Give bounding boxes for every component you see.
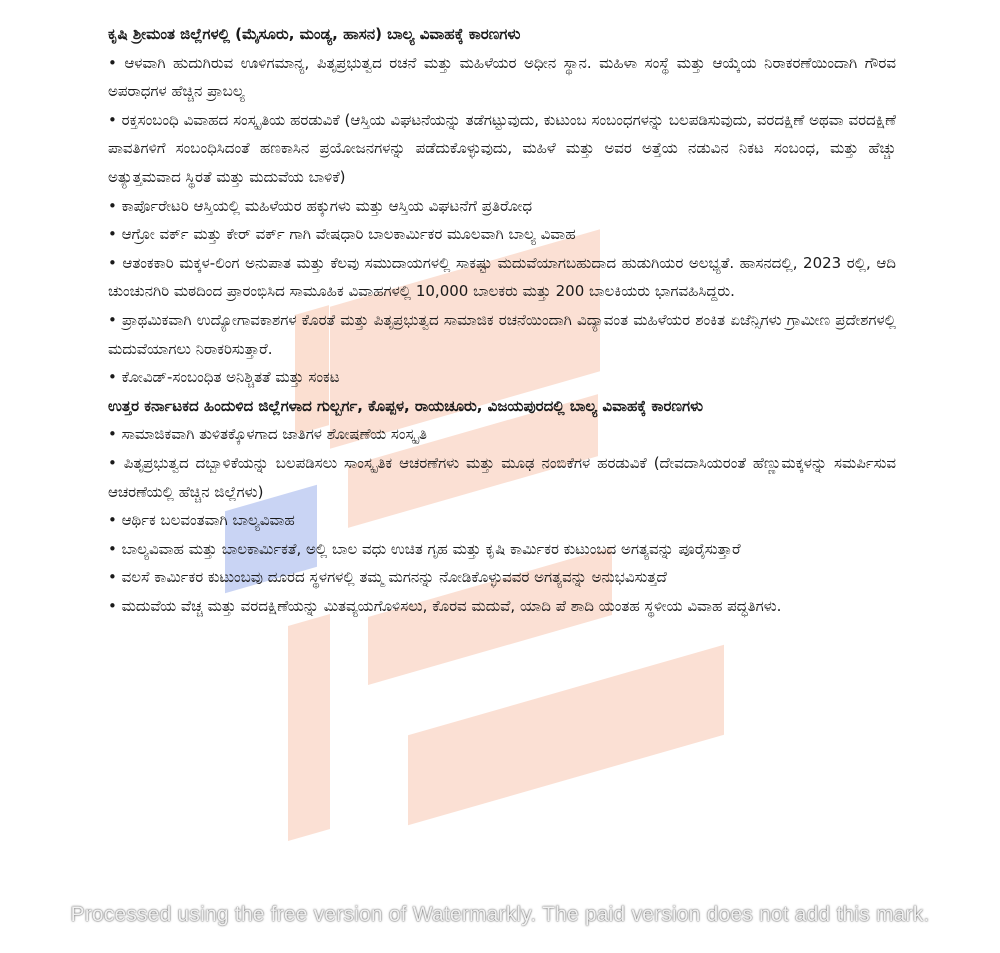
- list-item: • ಆಗ್ರೋ ವರ್ಕ್ ಮತ್ತು ಕೇರ್ ವರ್ಕ್ ಗಾಗಿ ವೇಷಧಾರಿ ಬಾಲಕಾರ್ಮಿಕರ ಮೂಲವಾಗಿ ಬಾಲ್ಯ ವಿವಾಹ: [108, 225, 576, 244]
- list-item: • ಬಾಲ್ಯವಿವಾಹ ಮತ್ತು ಬಾಲಕಾರ್ಮಿಕತೆ, ಅಲ್ಲಿ ಬಾಲ ವಧು ಉಚಿತ ಗೃಹ ಮತ್ತು ಕೃಷಿ ಕಾರ್ಮಿಕರ ಕುಟುಂಬದ ಅಗತ್ಯವನ್ನು ಪೂರೈಸುತ್ತಾರೆ: [108, 539, 741, 558]
- watermark-text: Processed using the free version of Watermarkly. The paid version does not add this mark.: [70, 903, 930, 926]
- list-item: • ಪಿತೃಪ್ರಭುತ್ವದ ದಬ್ಬಾಳಿಕೆಯನ್ನು ಬಲಪಡಿಸಲು ಸಾಂಸ್ಕೃತಿಕ ಆಚರಣೆಗಳು ಮತ್ತು ಮೂಢ ನಂಬಿಕೆಗಳ ಹರಡುವಿಕೆ (ದೇವದಾಸಿಯರಂತೆ ಹೆಣ್ಣುಮಕ್ಕಳನ್ನು ಸಮರ್ಪಿಸುವ ಆಚರಣೆಯಲ್ಲಿ ಹೆಚ್ಚಿನ ಜಿಲ್ಲೆಗಳು): [108, 453, 896, 501]
- list-item: • ಆರ್ಥಿಕ ಬಲವಂತವಾಗಿ ಬಾಲ್ಯವಿವಾಹ: [108, 511, 295, 530]
- list-item: • ಪ್ರಾಥಮಿಕವಾಗಿ ಉದ್ಯೋಗಾವಕಾಶಗಳ ಕೊರತೆ ಮತ್ತು ಪಿತೃಪ್ರಭುತ್ವದ ಸಾಮಾಜಿಕ ರಚನೆಯಿಂದಾಗಿ ವಿದ್ಯಾವಂತ ಮಹಿಳೆಯರ ಶಂಕಿತ ಏಜೆನ್ಸಿಗಳು ಗ್ರಾಮೀಣ ಪ್ರದೇಶಗಳಲ್ಲಿ ಮದುವೆಯಾಗಲು ನಿರಾಕರಿಸುತ್ತಾರೆ.: [108, 310, 896, 358]
- watermark-block: [288, 614, 330, 841]
- list-item: • ಸಾಮಾಜಿಕವಾಗಿ ತುಳಿತಕ್ಕೊಳಗಾದ ಜಾತಿಗಳ ಶೋಷಣೆಯ ಸಂಸ್ಕೃತಿ: [108, 425, 427, 444]
- watermark-block: [408, 645, 724, 826]
- list-item: • ಮದುವೆಯ ವೆಚ್ಚ ಮತ್ತು ವರದಕ್ಷಿಣೆಯನ್ನು ಮಿತವ್ಯಯಗೊಳಿಸಲು, ಕೊರವ ಮದುವೆ, ಯಾದಿ ಪೆ ಶಾದಿ ಯಂತಹ ಸ್ಥಳೀಯ ವಿವಾಹ ಪದ್ಧತಿಗಳು.: [108, 596, 782, 615]
- section-heading-agri-districts: ಕೃಷಿ ಶ್ರೀಮಂತ ಜಿಲ್ಲೆಗಳಲ್ಲಿ (ಮೈಸೂರು, ಮಂಡ್ಯ, ಹಾಸನ) ಬಾಲ್ಯ ವಿವಾಹಕ್ಕೆ ಕಾರಣಗಳು: [108, 25, 521, 43]
- list-item: • ವಲಸೆ ಕಾರ್ಮಿಕರ ಕುಟುಂಬವು ದೂರದ ಸ್ಥಳಗಳಲ್ಲಿ ತಮ್ಮ ಮಗನನ್ನು ನೋಡಿಕೊಳ್ಳುವವರ ಅಗತ್ಯವನ್ನು ಅನುಭವಿಸುತ್ತದೆ: [108, 568, 667, 587]
- list-item: • ರಕ್ತಸಂಬಂಧಿ ವಿವಾಹದ ಸಂಸ್ಕೃತಿಯ ಹರಡುವಿಕೆ (ಆಸ್ತಿಯ ವಿಘಟನೆಯನ್ನು ತಡೆಗಟ್ಟುವುದು, ಕುಟುಂಬ ಸಂಬಂಧಗಳನ್ನು ಬಲಪಡಿಸುವುದು, ವರದಕ್ಷಿಣೆ ಅಥವಾ ವರದಕ್ಷಿಣೆ ಪಾವತಿಗಳಿಗೆ ಸಂಬಂಧಿಸಿದಂತೆ ಹಣಕಾಸಿನ ಪ್ರಯೋಜನಗಳನ್ನು ಪಡೆದುಕೊಳ್ಳುವುದು, ಮಹಿಳೆ ಮತ್ತು ಅವರ ಅತ್ತೆಯ ನಡುವಿನ ನಿಕಟ ಸಂಬಂಧ, ಮತ್ತು ಹೆಚ್ಚು ಅತ್ಯುತ್ತಮವಾದ ಸ್ಥಿರತೆ ಮತ್ತು ಮದುವೆಯ ಬಾಳಿಕೆ): [108, 110, 896, 186]
- list-item: • ಕೋವಿಡ್-ಸಂಬಂಧಿತ ಅನಿಶ್ಚಿತತೆ ಮತ್ತು ಸಂಕಟ: [108, 368, 340, 387]
- list-item: • ಕಾರ್ಪೊರೇಟರಿ ಆಸ್ತಿಯಲ್ಲಿ ಮಹಿಳೆಯರ ಹಕ್ಕುಗಳು ಮತ್ತು ಆಸ್ತಿಯ ವಿಘಟನೆಗೆ ಪ್ರತಿರೋಧ: [108, 196, 533, 215]
- section-heading-north-karnataka: ಉತ್ತರ ಕರ್ನಾಟಕದ ಹಿಂದುಳಿದ ಜಿಲ್ಲೆಗಳಾದ ಗುಲ್ಬರ್ಗ, ಕೊಪ್ಪಳ, ರಾಯಚೂರು, ವಿಜಯಪುರದಲ್ಲಿ ಬಾಲ್ಯ ವಿವಾಹಕ್ಕೆ ಕಾರಣಗಳು: [108, 396, 704, 415]
- list-item: • ಆಳವಾಗಿ ಹುದುಗಿರುವ ಊಳಿಗಮಾನ್ಯ, ಪಿತೃಪ್ರಭುತ್ವದ ರಚನೆ ಮತ್ತು ಮಹಿಳೆಯರ ಅಧೀನ ಸ್ಥಾನ. ಮಹಿಳಾ ಸಂಸ್ಥೆ ಮತ್ತು ಆಯ್ಕೆಯ ನಿರಾಕರಣೆಯಿಂದಾಗಿ ಗೌರವ ಅಪರಾಧಗಳ ಹೆಚ್ಚಿನ ಪ್ರಾಬಲ್ಯ: [108, 53, 896, 101]
- document-page: [108, 20, 896, 620]
- list-item: • ಆತಂಕಕಾರಿ ಮಕ್ಕಳ-ಲಿಂಗ ಅನುಪಾತ ಮತ್ತು ಕೆಲವು ಸಮುದಾಯಗಳಲ್ಲಿ ಸಾಕಷ್ಟು ಮದುವೆಯಾಗಬಹುದಾದ ಹುಡುಗಿಯರ ಅಲಭ್ಯತೆ. ಹಾಸನದಲ್ಲಿ, 2023 ರಲ್ಲಿ, ಆದಿ ಚುಂಚುನಗಿರಿ ಮಠದಿಂದ ಪ್ರಾರಂಭಿಸಿದ ಸಾಮೂಹಿಕ ವಿವಾಹಗಳಲ್ಲಿ 10,000 ಬಾಲಕರು ಮತ್ತು 200 ಬಾಲಕಿಯರು ಭಾಗವಹಿಸಿದ್ದರು.: [108, 253, 896, 301]
